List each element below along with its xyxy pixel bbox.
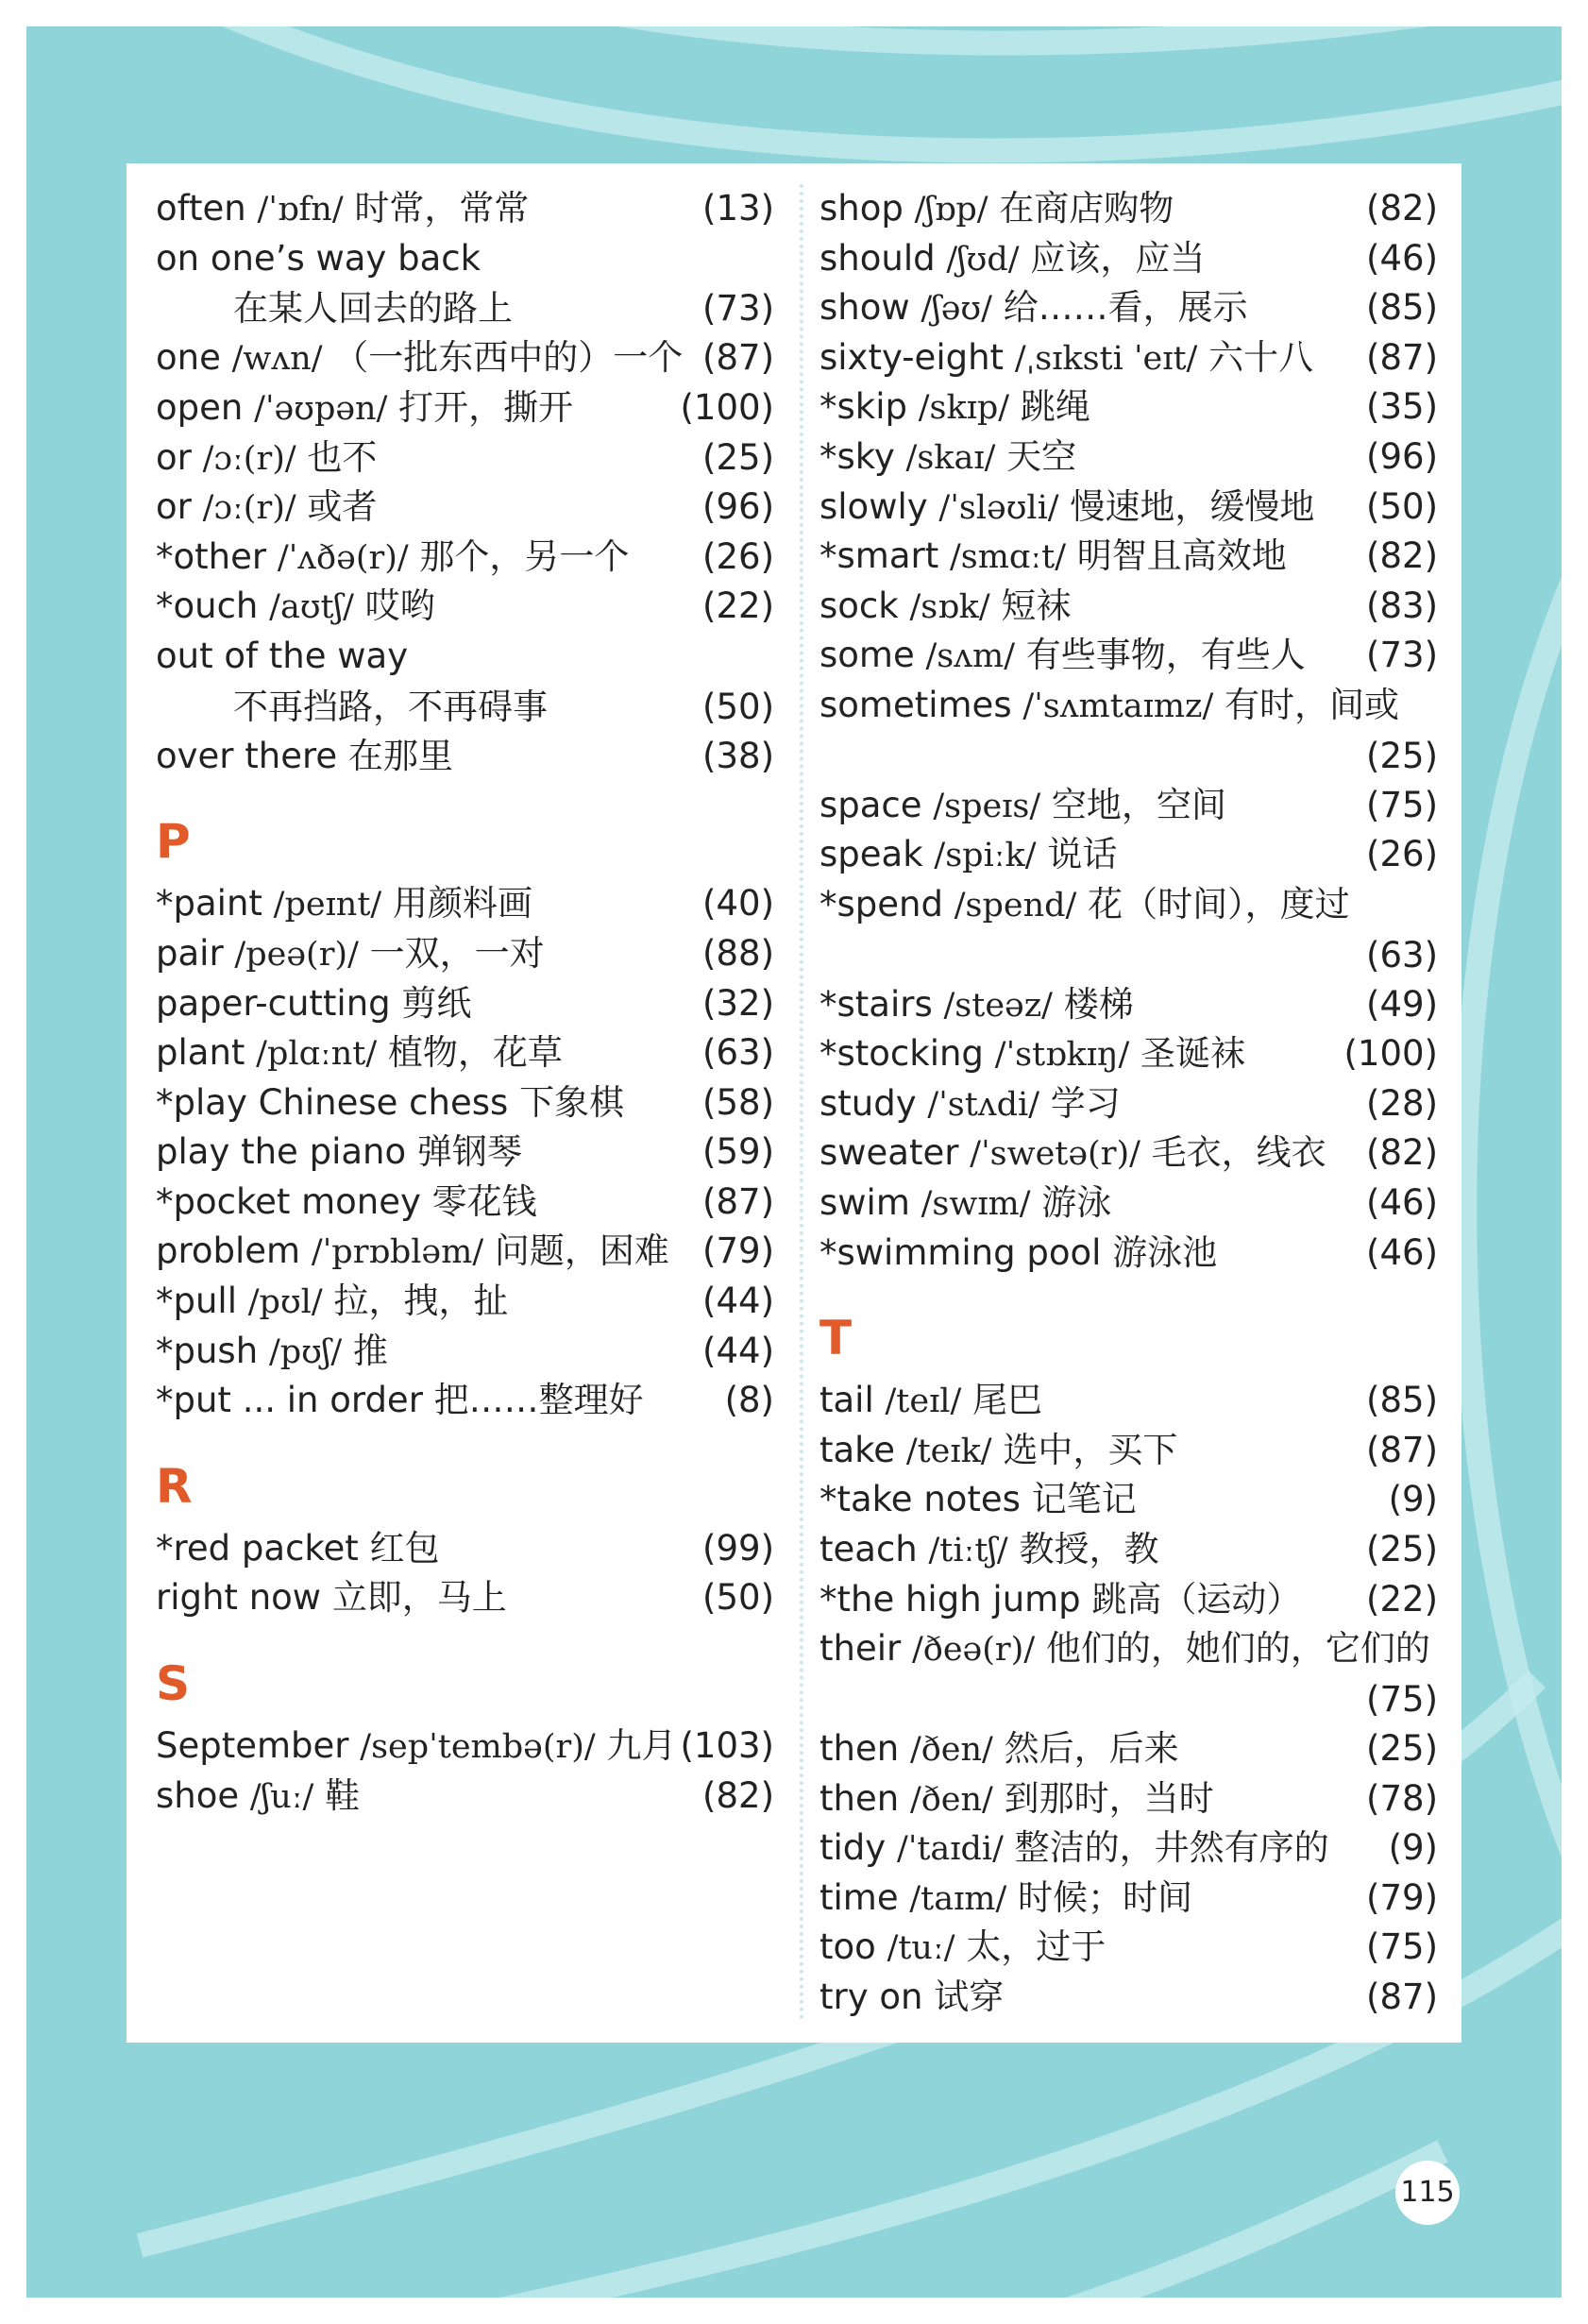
- entry-meaning: 红包: [369, 1527, 440, 1569]
- entry-page-reference: (88): [702, 932, 774, 974]
- entry-word: tidy: [819, 1827, 887, 1869]
- entry-meaning: 九月: [606, 1725, 677, 1767]
- entry-word: plant: [156, 1032, 245, 1074]
- glossary-entry: [819, 1475, 1438, 1525]
- entry-word: pair: [156, 932, 224, 974]
- entry-phonetic: /ʃəʊ/: [921, 290, 992, 329]
- entry-word: take: [819, 1429, 896, 1470]
- entry-phonetic: /sepˈtembə(r)/: [360, 1728, 596, 1767]
- glossary-entry: [819, 582, 1438, 632]
- entry-phonetic: /tuː/: [887, 1929, 955, 1968]
- entry-phonetic: /smɑːt/: [949, 538, 1066, 577]
- entry-page-reference: (63): [1366, 934, 1438, 975]
- glossary-entry: [819, 980, 1438, 1030]
- section-letter: P: [156, 814, 191, 870]
- entry-phonetic: /ˈsləʊli/: [938, 488, 1059, 527]
- glossary-entry: [156, 1028, 774, 1078]
- entry-word: sock: [819, 585, 899, 626]
- entry-meaning: 尾巴: [972, 1380, 1043, 1421]
- entry-page-reference: (44): [702, 1281, 774, 1322]
- entry-word: right now: [156, 1577, 322, 1619]
- entry-word: *smart: [819, 535, 939, 577]
- entry-phonetic: /pʊl/: [247, 1283, 323, 1322]
- entry-phonetic: /ðen/: [909, 1731, 993, 1769]
- glossary-entry: [819, 681, 1438, 731]
- entry-word: swim: [819, 1182, 910, 1224]
- entry-meaning: 六十八: [1208, 336, 1314, 378]
- entry-page-reference: (83): [1366, 585, 1438, 626]
- entry-meaning: 有些事物，有些人: [1025, 635, 1306, 676]
- entry-word: *red packet: [156, 1527, 359, 1569]
- entry-page-reference: (85): [1366, 1380, 1438, 1421]
- entry-meaning: 或者: [307, 486, 378, 528]
- entry-phonetic: /taɪm/: [909, 1879, 1007, 1918]
- glossary-entry: [819, 1774, 1438, 1824]
- glossary-entry: [819, 532, 1438, 582]
- entry-phonetic: /ɔː(r)/: [202, 439, 296, 478]
- glossary-entry: [156, 1376, 774, 1426]
- entry-meaning: 整洁的，井然有序的: [1014, 1827, 1329, 1869]
- entry-meaning: 在那里: [347, 735, 453, 776]
- entry-page-reference: (87): [702, 337, 774, 379]
- glossary-entry: [819, 1079, 1438, 1129]
- entry-page-reference: (46): [1366, 1231, 1438, 1273]
- glossary-entry: [819, 1923, 1438, 1973]
- entry-page-reference: (75): [1366, 784, 1438, 825]
- glossary-entry: [156, 979, 774, 1029]
- entry-meaning: 立即，马上: [331, 1577, 507, 1619]
- entry-meaning: 拉，拽，扯: [333, 1281, 509, 1322]
- entry-page-reference: (26): [1366, 834, 1438, 875]
- entry-phonetic: /ˈəʊpən/: [254, 389, 388, 428]
- entry-page-reference: (25): [1366, 1529, 1438, 1570]
- entry-meaning: 说话: [1047, 834, 1118, 875]
- entry-phonetic: /sʌm/: [925, 637, 1016, 676]
- entry-meaning: 短袜: [1001, 585, 1072, 626]
- glossary-entry: [819, 1128, 1438, 1179]
- glossary-entry: [156, 1327, 774, 1377]
- glossary-entry: [819, 184, 1438, 234]
- glossary-entry: [819, 1724, 1438, 1774]
- entry-phonetic: /ˈsʌmtaɪmz/: [1022, 687, 1214, 725]
- entry-phonetic: /wʌn/: [231, 340, 323, 379]
- entry-phonetic: /sɒk/: [909, 587, 990, 626]
- entry-phonetic: /steəz/: [943, 986, 1053, 1025]
- entry-meaning: 明智且高效地: [1076, 535, 1287, 577]
- entry-phonetic: /ˈɒfn/: [257, 191, 344, 229]
- entry-word: study: [819, 1082, 917, 1124]
- glossary-entry: [156, 582, 774, 632]
- glossary-entry: [156, 1772, 774, 1822]
- entry-word: show: [819, 287, 910, 329]
- entry-word: too: [819, 1926, 876, 1968]
- entry-phonetic: /pʊʃ/: [268, 1332, 343, 1371]
- entry-meaning: （一批东西中的）一个: [333, 337, 684, 379]
- entry-word: speak: [819, 834, 923, 875]
- entry-meaning: 问题，困难: [494, 1230, 669, 1272]
- entry-word: some: [819, 635, 915, 676]
- entry-phonetic: /ʃuː/: [249, 1777, 314, 1816]
- entry-word: teach: [819, 1529, 918, 1570]
- glossary-entry: [819, 880, 1438, 930]
- entry-meaning: 选中，买下: [1003, 1429, 1178, 1470]
- entry-meaning: 跳高（运动）: [1091, 1578, 1302, 1620]
- entry-word: one: [156, 337, 221, 379]
- entry-page-reference: (103): [680, 1725, 774, 1767]
- entry-word: or: [156, 436, 192, 478]
- entry-meaning: 下象棋: [519, 1081, 625, 1123]
- entry-page-reference: (85): [1366, 287, 1438, 329]
- entry-page-reference: (59): [702, 1131, 774, 1173]
- entry-page-reference: (46): [1366, 237, 1438, 279]
- entry-phonetic: /spiːk/: [934, 837, 1037, 875]
- entry-word: then: [819, 1728, 900, 1769]
- entry-word: out of the way: [156, 635, 409, 676]
- entry-page-reference: (26): [702, 535, 774, 577]
- glossary-entry: [156, 1722, 774, 1772]
- entry-phonetic: /ˈprɒbləm/: [311, 1233, 484, 1272]
- entry-meaning: 零花钱: [431, 1180, 537, 1222]
- entry-meaning: 游泳池: [1112, 1231, 1218, 1273]
- entry-page-reference: (8): [724, 1380, 774, 1421]
- page-number: 115: [1395, 2161, 1460, 2225]
- entry-word: *put ... in order: [156, 1380, 423, 1421]
- glossary-entry: [819, 1229, 1438, 1279]
- entry-phonetic: /peə(r)/: [234, 935, 359, 974]
- entry-meaning: 在某人回去的路上: [233, 288, 513, 330]
- glossary-entry: [819, 1179, 1438, 1229]
- glossary-entry: [819, 1824, 1438, 1874]
- entry-meaning: 记笔记: [1031, 1479, 1137, 1520]
- entry-meaning: 哎哟: [364, 585, 435, 627]
- entry-page-reference: (46): [1366, 1182, 1438, 1224]
- entry-page-reference: (40): [702, 883, 774, 925]
- glossary-entry: [819, 1426, 1438, 1476]
- entry-meaning: 一双，一对: [369, 932, 545, 974]
- glossary-entry: [156, 929, 774, 979]
- entry-phonetic: /tiːtʃ/: [928, 1532, 1008, 1570]
- entry-word: should: [819, 237, 936, 279]
- entry-word: often: [156, 188, 246, 229]
- glossary-entry: [156, 1573, 774, 1623]
- entry-page-reference: (73): [1366, 635, 1438, 676]
- entry-page-reference: (50): [702, 1577, 774, 1619]
- glossary-entry: [819, 283, 1438, 333]
- section-letter: R: [156, 1458, 193, 1514]
- glossary-entry: [156, 1277, 774, 1327]
- entry-page-reference: (28): [1366, 1082, 1438, 1124]
- entry-page-reference: (100): [680, 386, 774, 428]
- glossary-entry: [156, 483, 774, 533]
- entry-word: sometimes: [819, 684, 1012, 725]
- entry-phonetic: /ʃʊd/: [946, 240, 1020, 279]
- entry-phonetic: /swɪm/: [921, 1185, 1031, 1224]
- entry-meaning: 不再挡路，不再碍事: [233, 686, 548, 727]
- glossary-entry: [156, 1227, 774, 1277]
- entry-meaning: 楼梯: [1063, 983, 1134, 1025]
- entry-meaning: 鞋: [325, 1774, 361, 1816]
- entry-word: *take notes: [819, 1479, 1021, 1520]
- entry-phonetic: /skaɪ/: [905, 438, 996, 477]
- entry-phonetic: /speɪs/: [933, 787, 1041, 825]
- entry-meaning: 弹钢琴: [416, 1131, 522, 1173]
- left-column: [156, 184, 774, 1821]
- entry-page-reference: (50): [1366, 485, 1438, 527]
- glossary-entry-continuation: [819, 731, 1438, 781]
- entry-word: their: [819, 1628, 902, 1670]
- entry-phonetic: /ˈʌðə(r)/: [277, 538, 409, 577]
- entry-word: time: [819, 1876, 899, 1918]
- entry-phonetic: /plɑːnt/: [256, 1035, 378, 1074]
- entry-meaning: 植物，花草: [387, 1032, 563, 1074]
- entry-word: *push: [156, 1330, 259, 1371]
- entry-phonetic: /ʃɒp/: [914, 191, 988, 229]
- column-divider: [800, 184, 803, 2021]
- entry-word: *swimming pool: [819, 1231, 1102, 1273]
- entry-word: slowly: [819, 485, 928, 527]
- entry-page-reference: (79): [702, 1230, 774, 1272]
- entry-word: *sky: [819, 435, 895, 477]
- glossary-entry: [819, 1624, 1438, 1674]
- entry-word: *the high jump: [819, 1578, 1081, 1620]
- entry-meaning: 空地，空间: [1051, 784, 1226, 825]
- entry-word: problem: [156, 1230, 301, 1272]
- entry-word: *paint: [156, 883, 262, 925]
- entry-page-reference: (96): [1366, 435, 1438, 477]
- glossary-entry: [819, 781, 1438, 831]
- entry-page-reference: (44): [702, 1330, 774, 1371]
- entry-page-reference: (38): [702, 735, 774, 776]
- glossary-entry-continuation: [819, 930, 1438, 980]
- glossary-entry: [819, 830, 1438, 880]
- entry-page-reference: (49): [1366, 983, 1438, 1025]
- entry-meaning: 用颜料画: [392, 883, 532, 925]
- entry-phonetic: /ˈtaɪdi/: [896, 1830, 1004, 1869]
- section-letter: S: [156, 1656, 191, 1712]
- entry-page-reference: (79): [1366, 1876, 1438, 1918]
- entry-page-reference: (87): [1366, 1429, 1438, 1470]
- entry-meaning: 有时，间或: [1225, 684, 1400, 725]
- glossary-entry: [819, 483, 1438, 533]
- entry-page-reference: (82): [1366, 535, 1438, 577]
- entry-page-reference: (22): [1366, 1578, 1438, 1620]
- entry-meaning: 试穿: [934, 1976, 1005, 2017]
- glossary-entry: [156, 533, 774, 583]
- entry-word: tail: [819, 1380, 874, 1421]
- glossary-entry: [156, 333, 774, 383]
- entry-page-reference: (22): [702, 585, 774, 627]
- entry-page-reference: (13): [702, 188, 774, 229]
- glossary-entry: [156, 1128, 774, 1178]
- entry-word: *pocket money: [156, 1180, 421, 1222]
- glossary-entry: [819, 433, 1438, 483]
- entry-page-reference: (87): [702, 1180, 774, 1222]
- entry-meaning: 天空: [1006, 435, 1077, 477]
- entry-page-reference: (82): [1366, 1132, 1438, 1174]
- entry-page-reference: (35): [1366, 386, 1438, 428]
- entry-word: then: [819, 1777, 900, 1819]
- glossary-entry: [156, 879, 774, 929]
- entry-word: or: [156, 486, 192, 528]
- entry-word: *other: [156, 535, 267, 577]
- entry-meaning: 剪纸: [401, 982, 472, 1024]
- entry-page-reference: (82): [1366, 188, 1438, 229]
- entry-word: shop: [819, 188, 904, 229]
- entry-meaning: 游泳: [1041, 1182, 1112, 1224]
- right-column: [819, 184, 1438, 2023]
- entry-meaning: 他们的，她们的，它们的: [1045, 1628, 1430, 1670]
- entry-meaning: 时常，常常: [354, 188, 530, 229]
- entry-word: try on: [819, 1976, 923, 2017]
- entry-phonetic: /skɪp/: [918, 389, 1010, 428]
- glossary-entry: [819, 234, 1438, 284]
- entry-page-reference: (96): [702, 486, 774, 528]
- entry-page-reference: (25): [1366, 1728, 1438, 1769]
- entry-meaning: 学习: [1050, 1082, 1121, 1124]
- entry-meaning: 应该，应当: [1030, 237, 1206, 279]
- glossary-entry: [819, 1525, 1438, 1575]
- entry-page-reference: (32): [702, 982, 774, 1024]
- entry-meaning: 打开，撕开: [398, 386, 574, 428]
- entry-page-reference: (75): [1366, 1678, 1438, 1720]
- entry-meaning: 毛衣，线衣: [1151, 1132, 1326, 1174]
- entry-word: on one’s way back: [156, 237, 481, 279]
- entry-phonetic: /aʊtʃ/: [269, 588, 354, 627]
- glossary-entry: [156, 632, 774, 682]
- entry-page-reference: (87): [1366, 1976, 1438, 2017]
- entry-page-reference: (25): [702, 436, 774, 478]
- entry-meaning: 时候；时间: [1018, 1876, 1193, 1918]
- entry-word: *stairs: [819, 983, 933, 1025]
- entry-phonetic: /spend/: [954, 886, 1077, 925]
- entry-word: open: [156, 386, 244, 428]
- entry-page-reference: (63): [702, 1032, 774, 1074]
- entry-word: *stocking: [819, 1033, 984, 1075]
- glossary-entry: [156, 184, 774, 234]
- entry-word: *pull: [156, 1281, 237, 1322]
- glossary-entry: [819, 333, 1438, 383]
- entry-word: over there: [156, 735, 338, 776]
- entry-phonetic: /teɪl/: [885, 1383, 962, 1421]
- entry-phonetic: /ˌsɪksti ˈeɪt/: [1014, 339, 1198, 378]
- entry-phonetic: /teɪk/: [905, 1432, 992, 1470]
- glossary-entry: [819, 631, 1438, 681]
- glossary-entry: [819, 1376, 1438, 1426]
- glossary-entry: [156, 1178, 774, 1228]
- entry-phonetic: /ˈstʌdi/: [927, 1085, 1039, 1124]
- entry-word: *skip: [819, 386, 907, 428]
- entry-page-reference: (78): [1366, 1777, 1438, 1819]
- entry-page-reference: (9): [1388, 1827, 1438, 1869]
- glossary-entry: [156, 1078, 774, 1128]
- entry-word: shoe: [156, 1774, 240, 1816]
- glossary-entry-continuation: [819, 1674, 1438, 1724]
- entry-phonetic: /ðeə(r)/: [911, 1631, 1036, 1670]
- entry-word: paper-cutting: [156, 982, 391, 1024]
- glossary-entry: [156, 383, 774, 433]
- glossary-entry: [819, 1575, 1438, 1625]
- glossary-entry-continuation: [156, 682, 774, 732]
- entry-meaning: 跳绳: [1020, 386, 1090, 428]
- entry-page-reference: (99): [702, 1527, 774, 1569]
- entry-meaning: 教授，教: [1019, 1529, 1159, 1570]
- entry-page-reference: (50): [702, 686, 774, 727]
- entry-meaning: 也不: [307, 436, 378, 478]
- entry-word: *ouch: [156, 585, 259, 627]
- entry-meaning: 推: [352, 1330, 388, 1371]
- entry-phonetic: /peɪnt/: [273, 886, 382, 925]
- entry-word: play the piano: [156, 1131, 407, 1173]
- entry-page-reference: (100): [1343, 1033, 1438, 1075]
- section-letter: T: [819, 1311, 853, 1366]
- entry-page-reference: (87): [1366, 336, 1438, 378]
- glossary-entry: [819, 1874, 1438, 1924]
- entry-meaning: 圣诞袜: [1140, 1033, 1246, 1075]
- entry-phonetic: /ˈswetə(r)/: [970, 1135, 1140, 1174]
- entry-phonetic: /ðen/: [909, 1780, 993, 1819]
- glossary-entry: [156, 1524, 774, 1574]
- entry-word: sweater: [819, 1132, 959, 1174]
- entry-page-reference: (73): [702, 288, 774, 330]
- entry-phonetic: /ˈstɒkɪŋ/: [994, 1036, 1130, 1075]
- entry-phonetic: /ɔː(r)/: [202, 489, 296, 528]
- glossary-entry: [156, 234, 774, 284]
- entry-word: *spend: [819, 883, 943, 925]
- entry-page-reference: (82): [702, 1774, 774, 1816]
- entry-word: September: [156, 1725, 349, 1767]
- entry-page-reference: (9): [1388, 1479, 1438, 1520]
- glossary-entry: [156, 732, 774, 782]
- entry-word: *play Chinese chess: [156, 1081, 509, 1123]
- entry-meaning: 在商店购物: [999, 188, 1174, 229]
- entry-meaning: 花（时间），度过: [1088, 883, 1350, 925]
- entry-page-reference: (25): [1366, 735, 1438, 776]
- glossary-entry: [819, 382, 1438, 433]
- glossary-entry: [156, 433, 774, 483]
- entry-meaning: 太，过于: [966, 1926, 1107, 1968]
- entry-meaning: 把……整理好: [433, 1380, 644, 1421]
- entry-word: sixty-eight: [819, 336, 1005, 378]
- entry-meaning: 给……看，展示: [1003, 287, 1248, 329]
- entry-meaning: 然后，后来: [1004, 1728, 1179, 1769]
- entry-meaning: 到那时，当时: [1004, 1777, 1214, 1819]
- entry-page-reference: (75): [1366, 1926, 1438, 1968]
- entry-page-reference: (58): [702, 1081, 774, 1123]
- entry-word: space: [819, 784, 922, 825]
- entry-meaning: 那个，另一个: [419, 535, 630, 577]
- entry-meaning: 慢速地，缓慢地: [1070, 485, 1315, 527]
- glossary-entry: [819, 1029, 1438, 1079]
- glossary-entry-continuation: [156, 283, 774, 333]
- glossary-entry: [819, 1973, 1438, 2023]
